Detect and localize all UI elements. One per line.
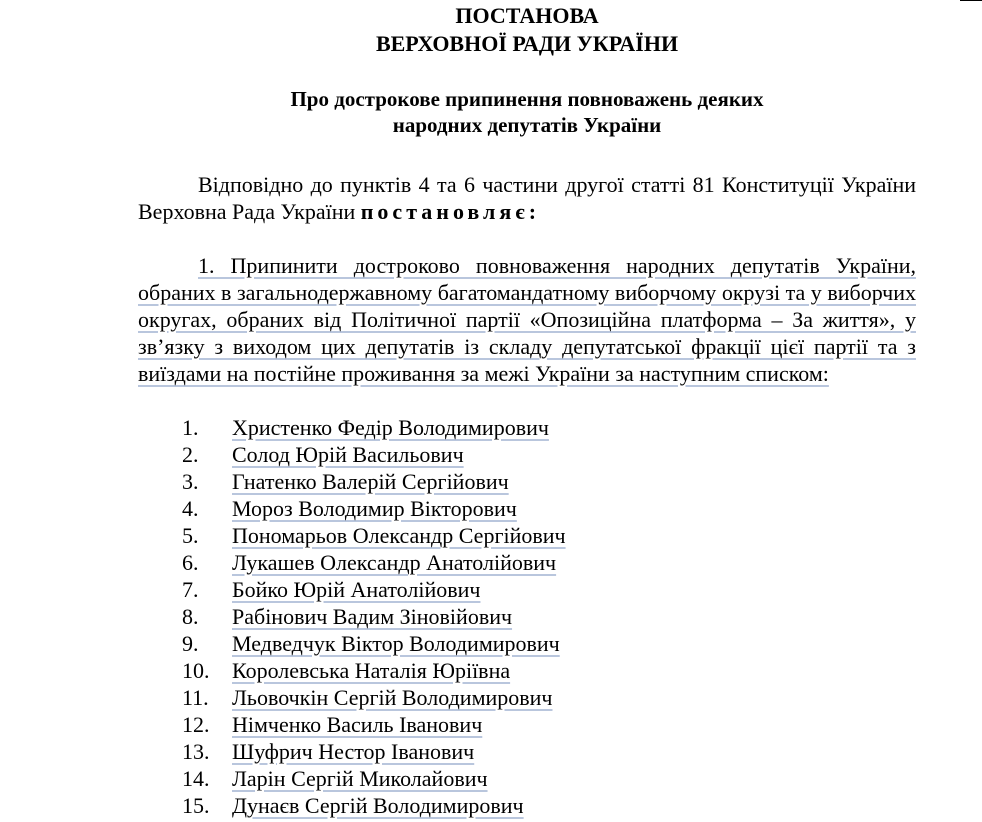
deputy-list-item (138, 792, 916, 819)
deputy-name: Гнатенко Валерій Сергійович (232, 469, 509, 494)
preamble-text: Відповідно до пунктів 4 та 6 частини другої статті 81 Конституції України Верховна Рада України (138, 172, 916, 224)
deputy-name: Бойко Юрій Анатолійович (232, 577, 481, 602)
deputy-list-item (138, 495, 916, 522)
deputy-list-item (138, 549, 916, 576)
deputy-name: Королевська Наталія Юріївна (232, 658, 511, 683)
deputy-list-item (138, 414, 916, 441)
deputy-number: 5. (182, 523, 199, 548)
deputy-name: Льовочкін Сергій Володимирович (232, 685, 553, 710)
deputy-name: Німченко Василь Іванович (232, 712, 483, 737)
deputy-number: 6. (182, 550, 199, 575)
deputy-name: Лукашев Олександр Анатолійович (232, 550, 557, 575)
deputy-name: Шуфрич Нестор Іванович (232, 739, 475, 764)
clause-1-paragraph (138, 252, 916, 387)
deputy-number: 9. (182, 631, 199, 656)
deputy-name: Медведчук Віктор Володимирович (232, 631, 560, 656)
deputy-list-item (138, 657, 916, 684)
deputy-name: Мороз Володимир Вікторович (232, 496, 517, 521)
deputy-list-item (138, 576, 916, 603)
deputy-list-item (138, 630, 916, 657)
deputy-number: 13. (182, 739, 210, 764)
deputy-list (138, 414, 916, 819)
deputy-list-item (138, 468, 916, 495)
deputy-number: 4. (182, 496, 199, 521)
document-page (138, 0, 916, 819)
deputy-number: 11. (182, 685, 209, 710)
resolves-word: постановляє: (360, 199, 541, 224)
document-title (138, 2, 916, 58)
deputy-list-item (138, 441, 916, 468)
deputy-name: Пономарьов Олександр Сергійович (232, 523, 566, 548)
document-subject (138, 86, 916, 138)
deputy-list-item (138, 684, 916, 711)
preamble-paragraph (138, 171, 916, 225)
deputy-number: 2. (182, 442, 199, 467)
deputy-list-item (138, 738, 916, 765)
deputy-name: Солод Юрій Васильович (232, 442, 464, 467)
deputy-number: 7. (182, 577, 199, 602)
deputy-number: 12. (182, 712, 210, 737)
deputy-name: Христенко Федір Володимирович (232, 415, 549, 440)
document-subject-line-2: народних депутатів України (392, 113, 662, 137)
deputy-number: 3. (182, 469, 199, 494)
clause-1-text: 1. Припинити достроково повноваження народних депутатів України, обраних в загальнодержавному багатомандатному виборчому окрузі та у виборчих округах, обраних від Політичної партії «Опозиційна платформа – За життя», у зв’язку з виходом цих депутатів із складу депутатської фракції цієї партії та з виїздами на постійне проживання за межі України за наступним списком: (138, 253, 916, 386)
deputy-number: 15. (182, 793, 210, 818)
deputy-number: 10. (182, 658, 210, 683)
document-title-line-2: ВЕРХОВНОЇ РАДИ УКРАЇНИ (375, 31, 679, 56)
page-corner-rule (960, 0, 982, 1)
deputy-name: Ларін Сергій Миколайович (232, 766, 488, 791)
deputy-list-item (138, 522, 916, 549)
deputy-list-item (138, 603, 916, 630)
deputy-number: 14. (182, 766, 210, 791)
deputy-number: 1. (182, 415, 199, 440)
deputy-name: Рабінович Вадим Зіновійович (232, 604, 513, 629)
deputy-name: Дунаєв Сергій Володимирович (232, 793, 524, 818)
document-title-line-1: ПОСТАНОВА (455, 3, 599, 28)
document-subject-line-1: Про дострокове припинення повноважень деяких (290, 87, 764, 111)
deputy-list-item (138, 765, 916, 792)
deputy-number: 8. (182, 604, 199, 629)
deputy-list-item (138, 711, 916, 738)
